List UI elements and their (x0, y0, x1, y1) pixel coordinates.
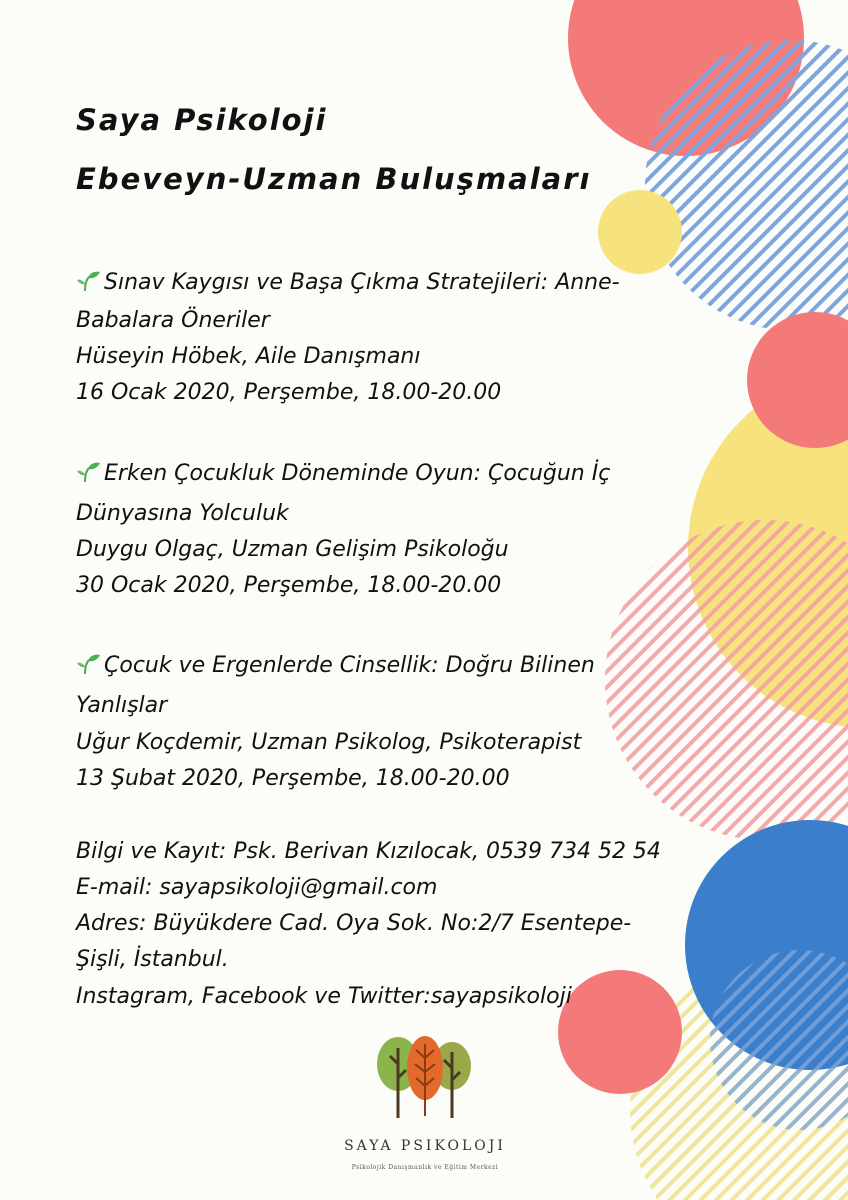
event-2-datetime: 30 Ocak 2020, Perşembe, 18.00-20.00 (76, 573, 502, 598)
sprout-icon (76, 653, 102, 675)
event-1-datetime: 16 Ocak 2020, Perşembe, 18.00-20.00 (76, 380, 502, 405)
sprout-icon (76, 270, 102, 292)
trees-icon (370, 1030, 480, 1122)
contact-address-line2: Şişli, İstanbul. (76, 947, 229, 972)
event-2-speaker: Duygu Olgaç, Uzman Gelişim Psikoloğu (76, 537, 509, 562)
contact-address-line1: Adres: Büyükdere Cad. Oya Sok. No:2/7 Esentepe- (76, 911, 632, 936)
event-1-speaker: Hüseyin Höbek, Aile Danışmanı (76, 344, 421, 369)
event-3-title-text-1: Çocuk ve Ergenlerde Cinsellik: Doğru Bilinen (104, 653, 595, 678)
contact-info: Bilgi ve Kayıt: Psk. Berivan Kızılocak, 0539 734 52 54 (76, 839, 661, 864)
event-3-speaker: Uğur Koçdemir, Uzman Psikolog, Psikoterapist (76, 730, 582, 755)
event-2-title-line1 (76, 460, 610, 488)
event-1-title-text-1: Sınav Kaygısı ve Başa Çıkma Stratejileri: Anne- (104, 270, 620, 295)
saya-logo (280, 1030, 570, 1190)
event-3-title-line2: Yanlışlar (76, 693, 168, 718)
sprout-icon (76, 461, 102, 483)
event-2-title-text-1: Erken Çocukluk Döneminde Oyun: Çocuğun İç (104, 461, 611, 486)
logo-subtitle: Psikolojik Danışmanlık ve Eğitim Merkezi (351, 1164, 499, 1171)
event-1-title-line1 (76, 269, 620, 297)
page-title-line1: Saya Psikoloji (76, 103, 328, 137)
contact-email: E-mail: sayapsikoloji@gmail.com (76, 875, 438, 900)
event-2-title-line2: Dünyasına Yolculuk (76, 501, 289, 526)
event-3-datetime: 13 Şubat 2020, Perşembe, 18.00-20.00 (76, 766, 510, 791)
page-title-line2: Ebeveyn-Uzman Buluşmaları (76, 162, 592, 196)
contact-social: Instagram, Facebook ve Twitter:sayapsikoloji (76, 984, 572, 1009)
logo-name: SAYA PSIKOLOJI (344, 1138, 506, 1154)
event-3-title-line1 (76, 652, 595, 680)
event-1-title-line2: Babalara Öneriler (76, 308, 270, 333)
